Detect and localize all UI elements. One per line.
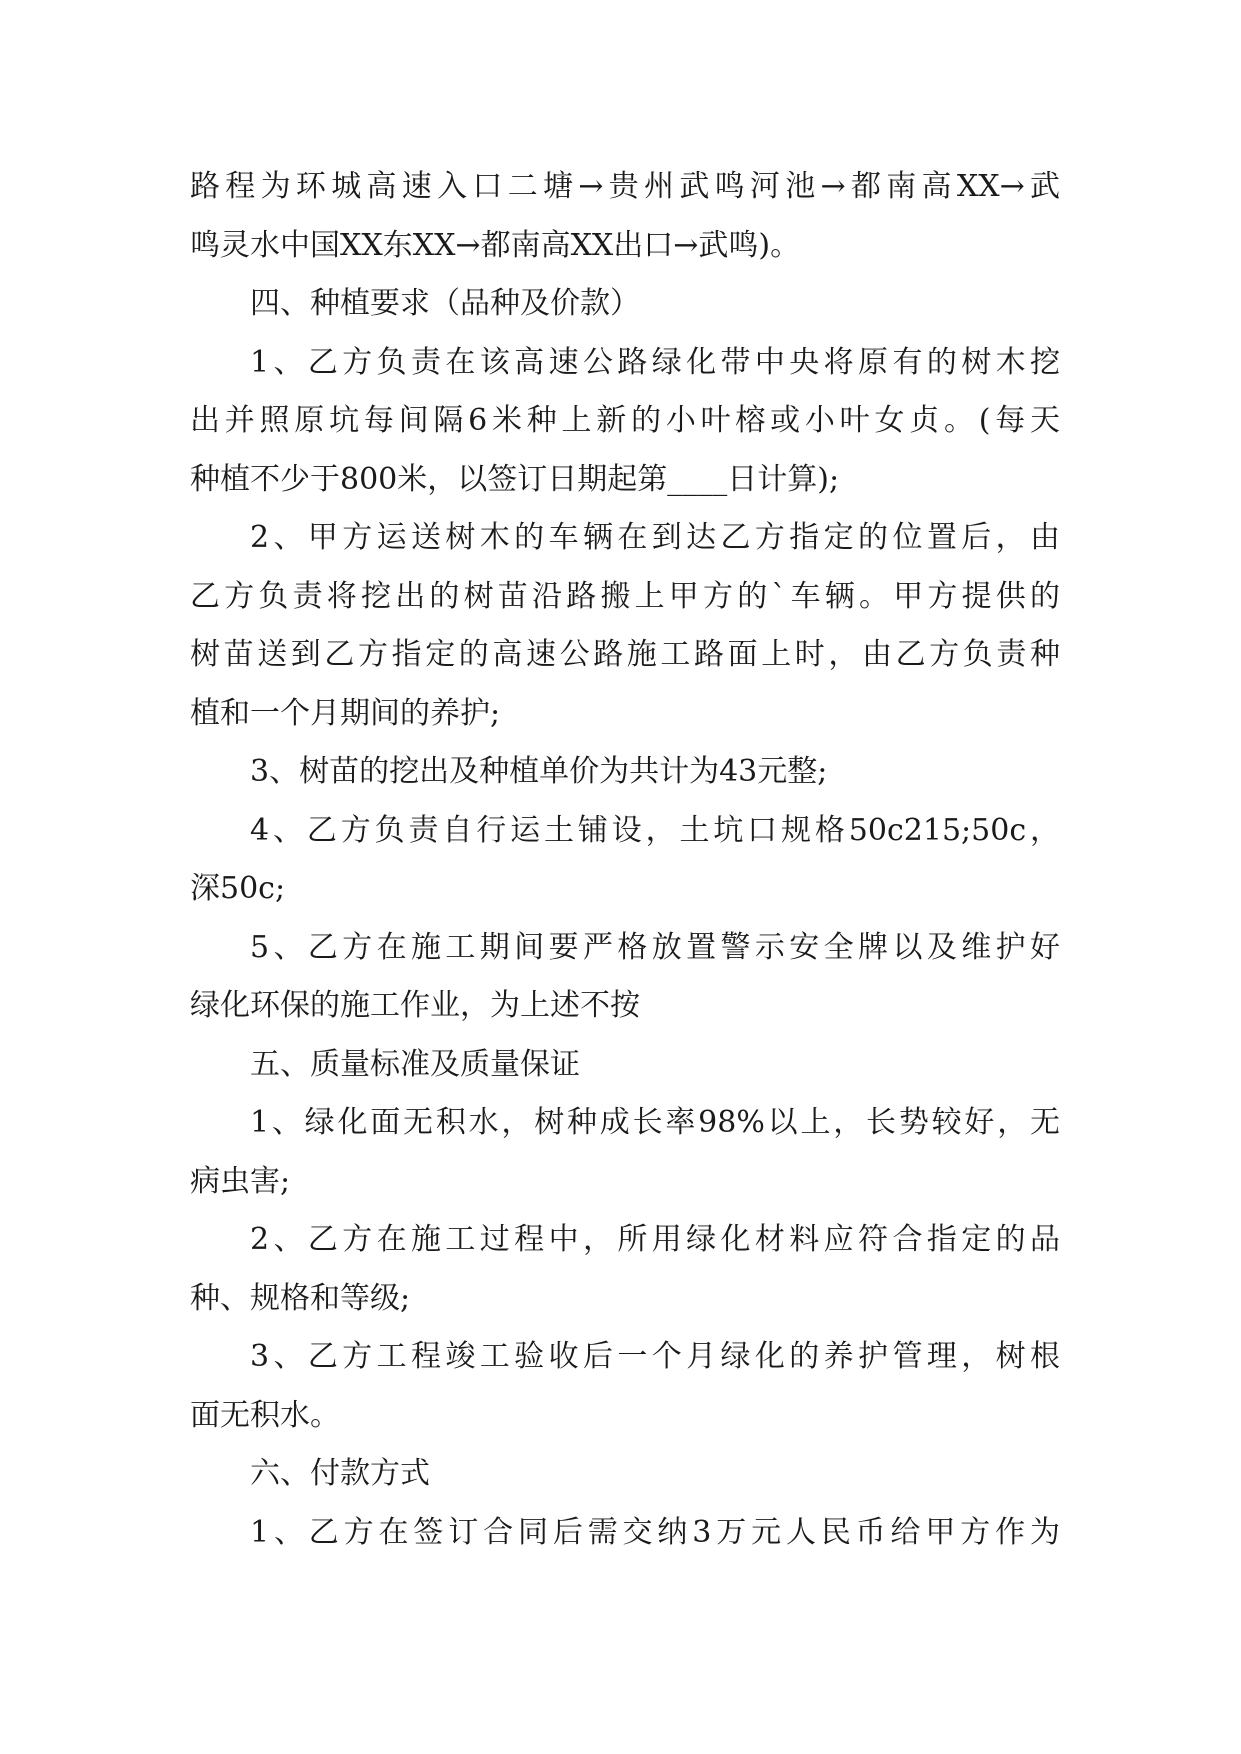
clause-line: 植和一个月期间的养护; <box>190 695 501 731</box>
clause-line: 1、乙方负责在该高速公路绿化带中央将原有的树木挖 <box>250 344 1060 380</box>
clause-line: 4、乙方负责自行运土铺设，土坑口规格50c215;50c， <box>250 812 1060 848</box>
document-page <box>190 158 1060 1562</box>
body-line: 鸣灵水中国XX东XX→都南高XX出口→武鸣)。 <box>190 227 801 263</box>
section-heading-5: 五、质量标准及质量保证 <box>250 1046 580 1082</box>
clause-line: 2、乙方在施工过程中，所用绿化材料应符合指定的品 <box>250 1222 1060 1257</box>
clause-line: 1、绿化面无积水，树种成长率98%以上，长势较好，无 <box>250 1105 1060 1140</box>
clause-line: 5、乙方在施工期间要严格放置警示安全牌以及维护好 <box>250 929 1060 965</box>
clause-line: 树苗送到乙方指定的高速公路施工路面上时，由乙方负责种 <box>190 637 1060 672</box>
clause-line: 绿化环保的施工作业，为上述不按 <box>190 988 640 1023</box>
clause-line: 面无积水。 <box>190 1397 340 1433</box>
clause-line: 种植不少于800米，以签订日期起第____日计算); <box>190 461 840 497</box>
clause-line: 1、乙方在签订合同后需交纳3万元人民币给甲方作为 <box>250 1514 1060 1550</box>
clause-line: 乙方负责将挖出的树苗沿路搬上甲方的`车辆。甲方提供的 <box>190 578 1060 614</box>
body-line: 路程为环城高速入口二塘→贵州武鸣河池→都南高XX→武 <box>190 169 1060 204</box>
clause-line: 病虫害; <box>190 1163 291 1199</box>
clause-line: 种、规格和等级; <box>190 1280 411 1316</box>
section-heading-4: 四、种植要求（品种及价款） <box>250 286 640 321</box>
clause-line: 深50c; <box>190 871 286 906</box>
clause-line: 3、乙方工程竣工验收后一个月绿化的养护管理，树根 <box>250 1339 1060 1374</box>
clause-line: 2、甲方运送树木的车辆在到达乙方指定的位置后，由 <box>250 520 1060 555</box>
clause-line: 3、树苗的挖出及种植单价为共计为43元整; <box>250 754 828 789</box>
clause-line: 出并照原坑每间隔6米种上新的小叶榕或小叶女贞。(每天 <box>190 403 1060 438</box>
section-heading-6: 六、付款方式 <box>250 1456 430 1491</box>
